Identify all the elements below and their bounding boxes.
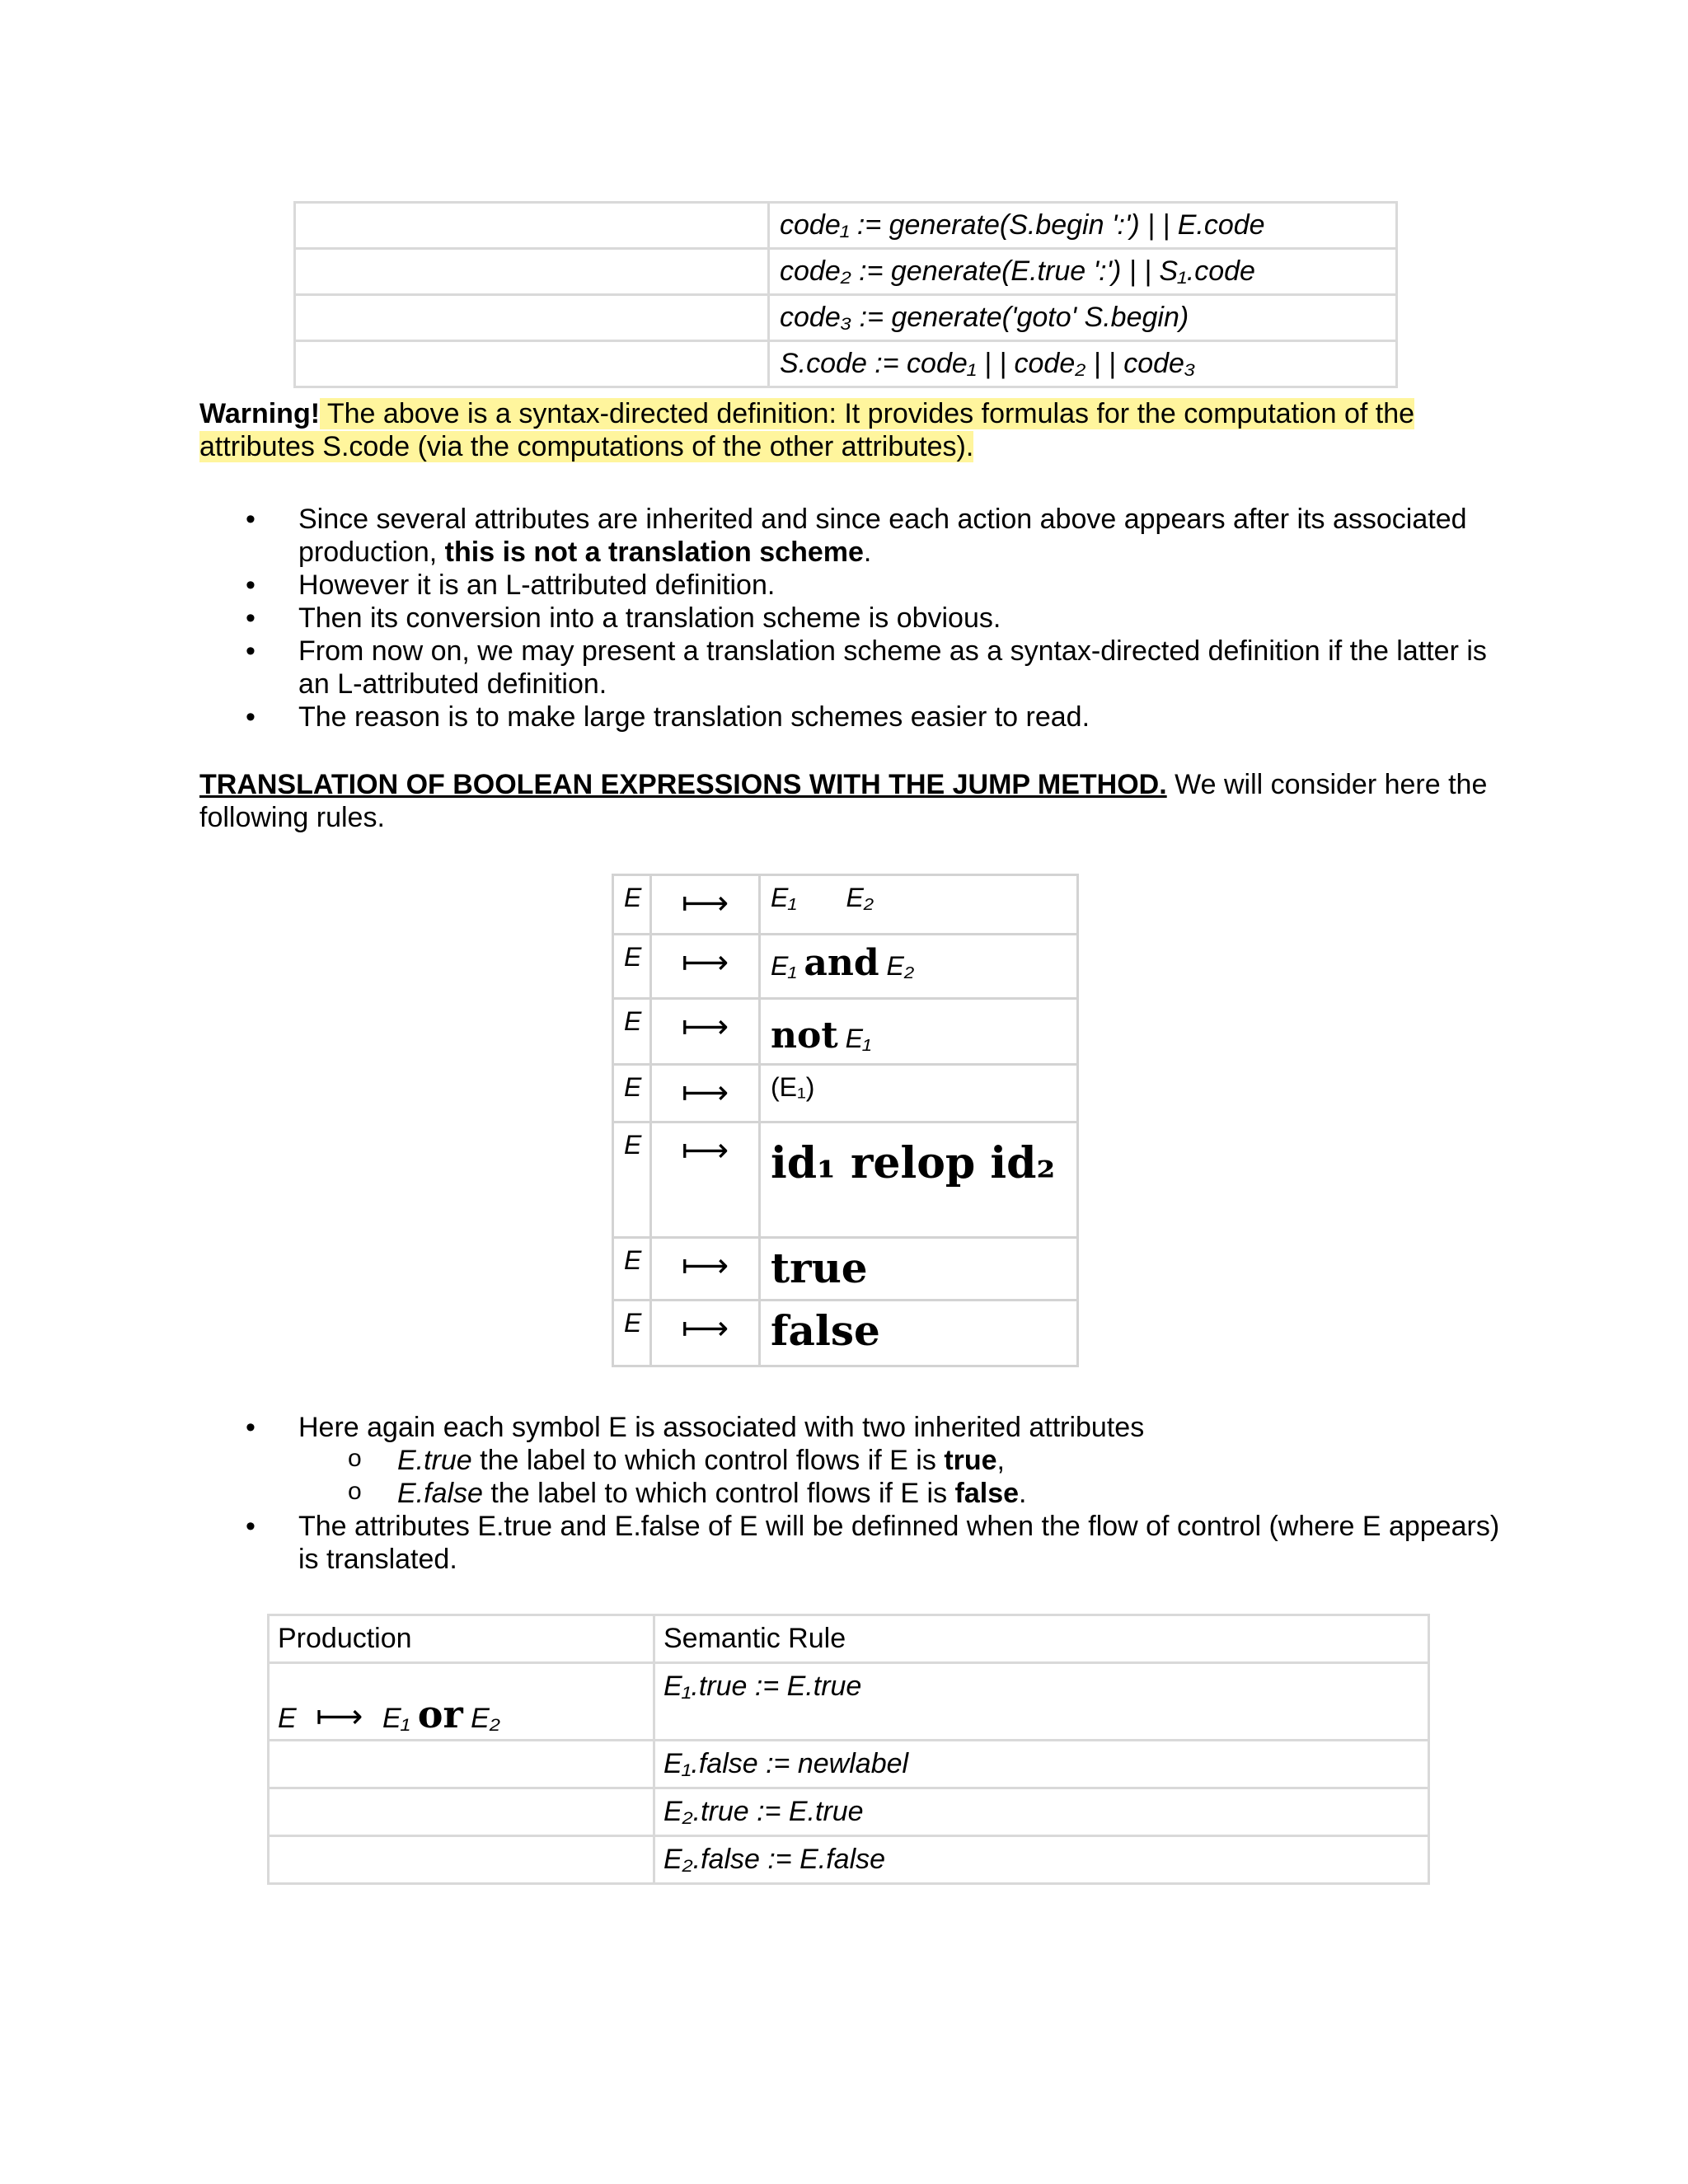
table-row — [295, 295, 1397, 341]
section-heading: TRANSLATION OF BOOLEAN EXPRESSIONS WITH THE JUMP METHOD. We will consider here the following rules. — [199, 769, 1488, 833]
table-row: E ⟼ id₁ relop id₂ — [613, 1122, 1078, 1238]
list-item: • Since several attributes are inherited and since each action above appears after its associated production, this is not a translation scheme. — [199, 503, 1535, 569]
rule-cell: E₁.true := E.true — [654, 1663, 1429, 1741]
table-cell: S.code := code₁ | | code₂ | | code₃ — [769, 341, 1397, 387]
rule-cell: E₂.false := E.false — [654, 1836, 1429, 1884]
list-item: • The attributes E.true and E.false of E will be definned when the flow of control (where E appears) is translated. — [199, 1510, 1551, 1576]
table-row — [295, 341, 1397, 387]
attributes-list — [199, 1411, 1551, 1576]
semantic-rules-table — [267, 1614, 1430, 1885]
table-row — [269, 1788, 1429, 1836]
table-cell — [295, 249, 769, 295]
list-item: • The reason is to make large translation schemes easier to read. — [199, 701, 1535, 733]
table-row: E ⟼ E₁ E₂ — [613, 875, 1078, 935]
warning-text: The above is a syntax-directed definition: It provides formulas for the computation of the — [320, 398, 1415, 429]
table-row: E ⟼ (E₁) — [613, 1065, 1078, 1122]
list-item: • From now on, we may present a translation scheme as a syntax-directed definition if the latter is an L-attributed definition. — [199, 635, 1535, 701]
section-title: TRANSLATION OF BOOLEAN EXPRESSIONS WITH THE JUMP METHOD. — [199, 769, 1167, 800]
table-row — [295, 249, 1397, 295]
table-cell — [295, 295, 769, 341]
list-item: • Then its conversion into a translation scheme is obvious. — [199, 602, 1535, 635]
table-row: E ⟼ not E₁ — [613, 999, 1078, 1065]
list-item: o E.true the label to which control flows if E is true, — [199, 1444, 1551, 1477]
table-cell — [295, 203, 769, 249]
rule-cell: E₂.true := E.true — [654, 1788, 1429, 1836]
table-cell: code₁ := generate(S.begin ':') | | E.code — [769, 203, 1397, 249]
table-row — [269, 1836, 1429, 1884]
table-row — [269, 1741, 1429, 1788]
header-semantic-rule: Semantic Rule — [654, 1615, 1429, 1663]
table-row: E ⟼ true — [613, 1238, 1078, 1301]
table-row — [269, 1663, 1429, 1741]
table-cell: code₃ := generate('goto' S.begin) — [769, 295, 1397, 341]
table-row — [269, 1615, 1429, 1663]
list-item: o E.false the label to which control flows if E is false. — [199, 1477, 1551, 1510]
warning-label: Warning! — [199, 398, 321, 429]
table-row: E ⟼ E₁ and E₂ — [613, 935, 1078, 999]
grammar-table — [612, 874, 1079, 1367]
table-row — [295, 203, 1397, 249]
header-production: Production — [269, 1615, 654, 1663]
production-cell: E ⟼ E₁ or E₂ — [269, 1663, 654, 1741]
list-item: • Here again each symbol E is associated with two inherited attributes — [199, 1411, 1551, 1444]
rule-cell: E₁.false := newlabel — [654, 1741, 1429, 1788]
table-row: E ⟼ false — [613, 1301, 1078, 1366]
table-cell: code₂ := generate(E.true ':') | | S₁.code — [769, 249, 1397, 295]
list-item: • However it is an L-attributed definition. — [199, 569, 1535, 602]
bullet-list — [199, 503, 1535, 733]
warning-paragraph — [199, 397, 1414, 463]
table-cell — [295, 341, 769, 387]
code-table — [293, 201, 1398, 388]
warning-text-cont: attributes S.code (via the computations of the other attributes). — [199, 431, 974, 462]
